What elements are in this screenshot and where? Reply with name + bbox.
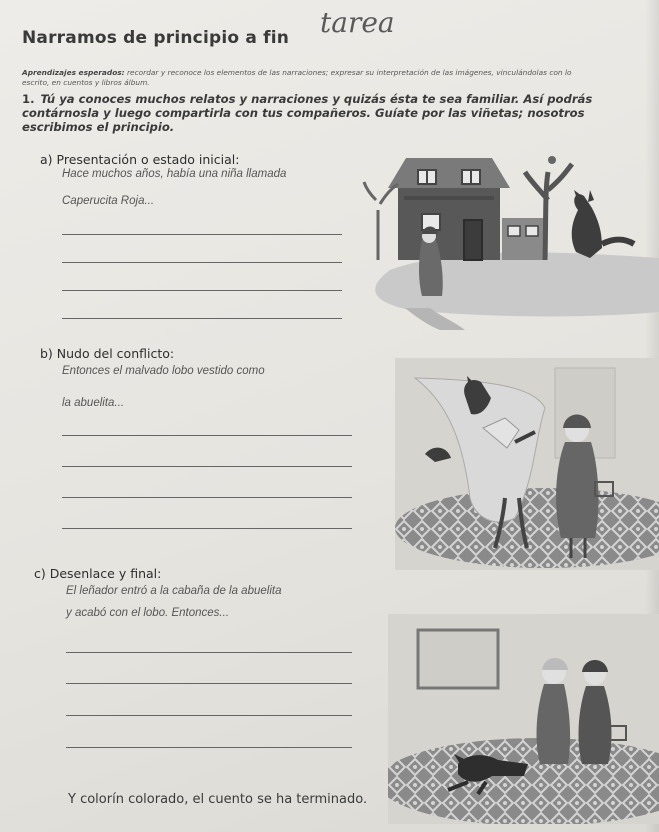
answer-line[interactable]	[66, 715, 352, 716]
answer-line[interactable]	[62, 497, 352, 498]
question-number: 1.	[22, 92, 35, 106]
question-text: Tú ya conoces muchos relatos y narraciones y quizás ésta te sea familiar. Así podrás contárnosla y luego compartirla con tus compañeros. Guíate por las viñetas; nosotros escribimos el principio.	[22, 92, 593, 134]
answer-line[interactable]	[66, 683, 352, 684]
answer-line[interactable]	[62, 234, 342, 235]
answer-line[interactable]	[62, 528, 352, 529]
section-a-label: a) Presentación o estado inicial:	[40, 152, 240, 167]
ending-illustration	[388, 614, 659, 824]
handwritten-note: tarea	[320, 6, 395, 39]
learning-objectives-label: Aprendizajes esperados:	[22, 68, 125, 77]
section-b-text-line2: la abuelita...	[62, 397, 125, 409]
answer-line[interactable]	[62, 466, 352, 467]
learning-objectives-text: recordar y reconoce los elementos de las narraciones; expresar su interpretación de las imágenes, vinculándolas con lo escrito, en cuentos y libros álbum.	[22, 68, 572, 87]
section-b-text-line1: Entonces el malvado lobo vestido como	[62, 365, 265, 377]
page-title: Narramos de principio a fin	[22, 28, 290, 48]
section-c-label: c) Desenlace y final:	[34, 566, 162, 581]
section-b-label: b) Nudo del conflicto:	[40, 346, 175, 361]
answer-line[interactable]	[66, 652, 352, 653]
answer-line[interactable]	[62, 318, 342, 319]
answer-line[interactable]	[62, 435, 352, 436]
answer-line[interactable]	[66, 747, 352, 748]
section-a-text-line2: Caperucita Roja...	[62, 195, 155, 207]
section-c-text-line2: y acabó con el lobo. Entonces...	[66, 607, 230, 619]
answer-line[interactable]	[62, 262, 342, 263]
closing-line: Y colorín colorado, el cuento se ha terminado.	[68, 792, 368, 807]
learning-objectives	[22, 68, 582, 88]
house-illustration	[340, 140, 659, 330]
section-c-text-line1: El leñador entró a la cabaña de la abuelita	[66, 585, 282, 597]
section-a-text-line1: Hace muchos años, había una niña llamada	[62, 168, 287, 180]
wolf-grandma-illustration	[395, 358, 659, 570]
question-1	[22, 92, 632, 134]
answer-line[interactable]	[62, 290, 342, 291]
